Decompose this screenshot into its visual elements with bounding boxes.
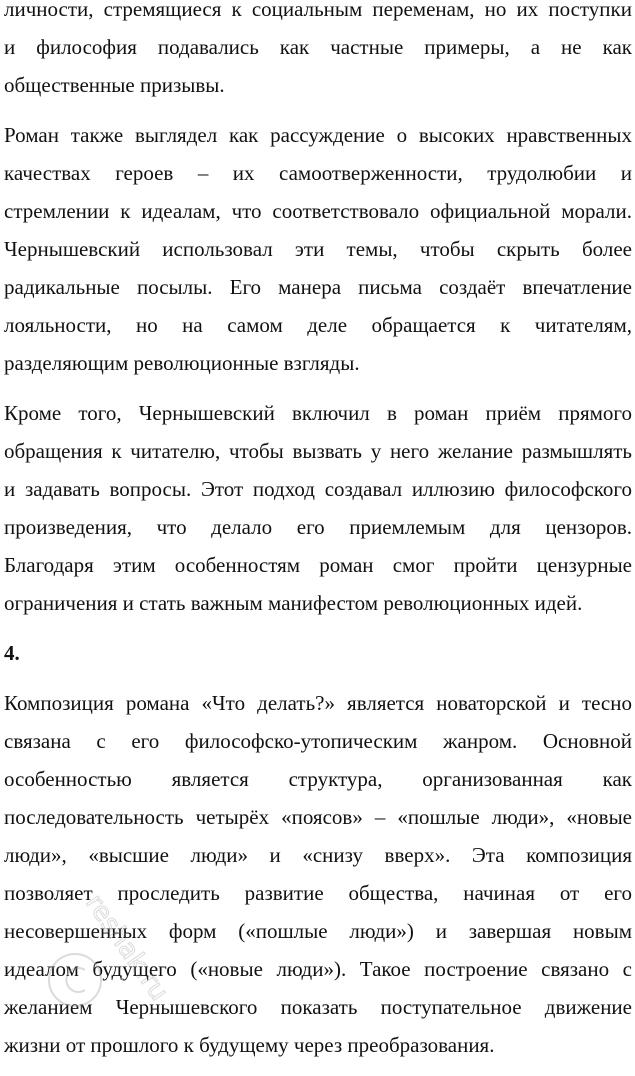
text-line: разделяющим революционные взгляды. [4,351,360,375]
text-line: личности, стремящиеся к социальным переменам, но их поступки [4,0,632,21]
text-line: ограничения и стать важным манифестом революционных идей. [4,591,583,615]
text-line: стремлении к идеалам, что соответствовало официальной морали. [4,199,632,223]
text-line: и философия подавались как частные примеры, а не как [4,35,632,59]
text-line: произведения, что делало его приемлемым для цензоров. [4,515,632,539]
text-line: лояльности, но на самом деле обращается к читателям, [4,313,632,337]
text-line: связана с его философско-утопическим жанром. Основной [4,729,632,753]
paragraph [4,116,632,382]
text-line: обращения к читателю, чтобы вызвать у него желание размышлять [4,439,632,463]
text-line: несовершенных форм («пошлые люди») и завершая новым [4,919,632,943]
text-line: Благодаря этим особенностям роман смог пройти цензурные [4,553,632,577]
text-line: радикальные посылы. Его манера письма создаёт впечатление [4,275,632,299]
section-heading: 4. [4,641,20,665]
text-line: общественные призывы. [4,73,225,97]
svg-text:reshak.ru: reshak.ru [79,888,175,1007]
text-line: люди», «высшие люди» и «снизу вверх». Эта композиция [4,843,632,867]
paragraph [4,0,632,104]
text-line: идеалом будущего («новые люди»). Такое построение связано с [4,957,632,981]
paragraph [4,394,632,622]
paragraph [4,684,632,1064]
document-body [4,0,632,1076]
text-line: Кроме того, Чернышевский включил в роман приём прямого [4,401,632,425]
text-line: качествах героев – их самоотверженности, трудолюбии и [4,161,632,185]
text-line: Композиция романа «Что делать?» является новаторской и тесно [4,691,632,715]
text-line: Чернышевский использовал эти темы, чтобы скрыть более [4,237,632,261]
text-line: и задавать вопросы. Этот подход создавал иллюзию философского [4,477,632,501]
text-line: Роман также выглядел как рассуждение о высоких нравственных [4,123,632,147]
text-line: последовательность четырёх «поясов» – «пошлые люди», «новые [4,805,632,829]
text-line: желанием Чернышевского показать поступательное движение [4,995,632,1019]
text-line: позволяет проследить развитие общества, начиная от его [4,881,632,905]
text-line: особенностью является структура, организованная как [4,767,632,791]
text-line: жизни от прошлого к будущему через преобразования. [4,1033,495,1057]
